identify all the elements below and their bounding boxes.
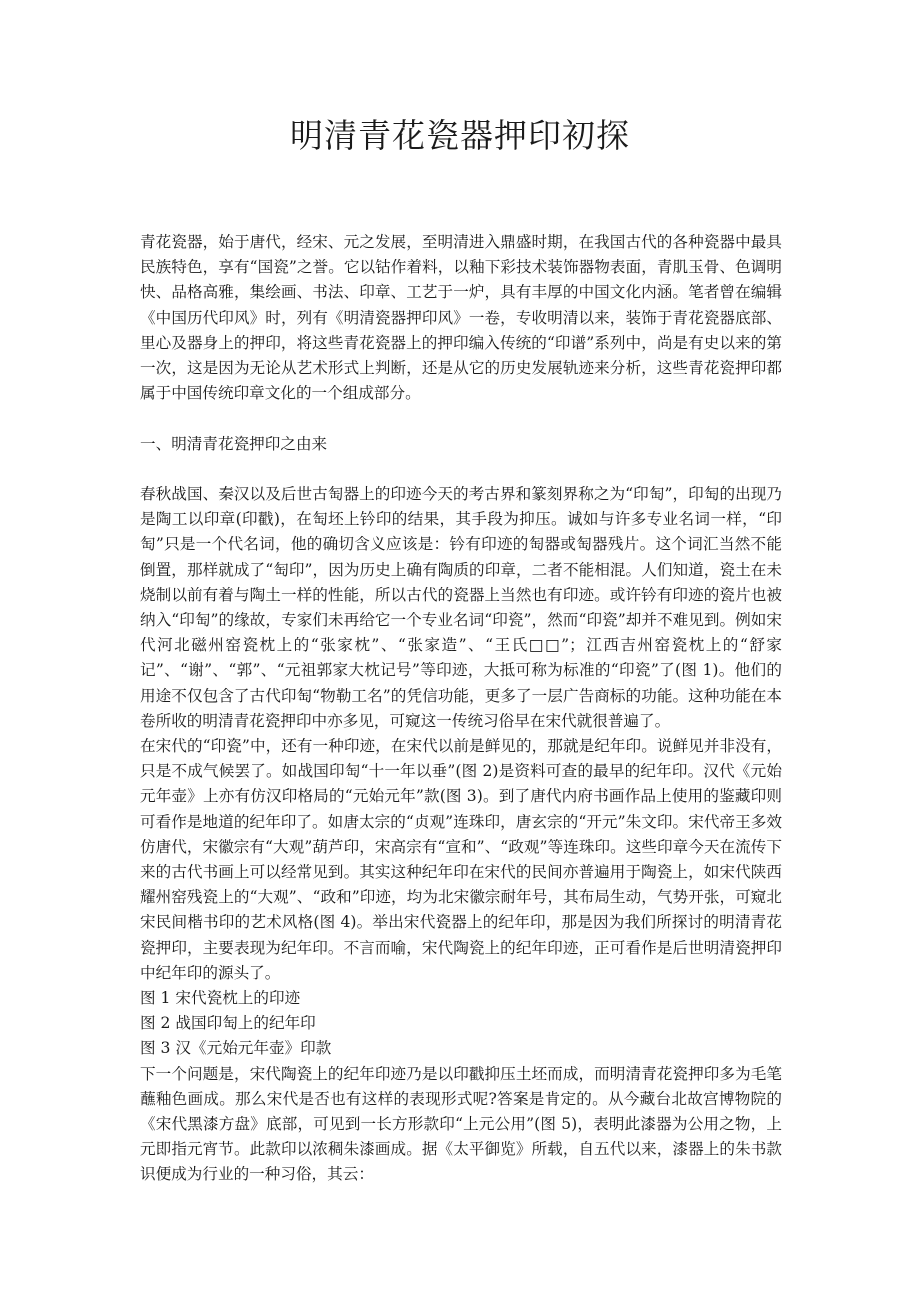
document-title: 明清青花瓷器押印初探 [290, 116, 630, 155]
body-paragraph-1: 春秋战国、秦汉以及后世古匋器上的印迹今天的考古界和篆刻界称之为“印匋”，印匋的出现乃是陶工以印章(印戳)，在匋坯上钤印的结果，其手段为抑压。诚如与许多专业名词一样，“印匋”只是一个代名词，他的确切含义应该是：钤有印迹的匋器或匋器残片。这个词汇当然不能倒置，那样就成了“匋印”，因为历史上确有陶质的印章，二者不能相混。人们知道，瓷土在未烧制以前有着与陶土一样的性能，所以古代的瓷器上当然也有印迹。或许钤有印迹的瓷片也被纳入“印匋”的缘故，专家们未再给它一个专业名词“印瓷”，然而“印瓷”却并不难见到。例如宋代河北磁州窑瓷枕上的“张家枕”、“张家造”、“王氏□□”；江西吉州窑瓷枕上的“舒家记”、“谢”、“郭”、“元祖郭家大枕记号”等印迹，大抵可称为标准的“印瓷”了(图 1)。他们的用途不仅包含了古代印匋“物勒工名”的凭信功能，更多了一层广告商标的功能。这种功能在本卷所收的明清青花瓷押印中亦多见，可窥这一传统习俗早在宋代就很普遍了。 [140, 485, 782, 730]
section-heading: 一、明清青花瓷押印之由来 [140, 434, 328, 453]
figure-caption-3: 图 3 汉《元始元年壶》印款 [140, 1039, 332, 1058]
spacer [140, 406, 782, 431]
figure-caption-1: 图 1 宋代瓷枕上的印迹 [140, 989, 301, 1008]
figure-caption-2: 图 2 战国印匋上的纪年印 [140, 1014, 316, 1033]
body-paragraph-3: 下一个问题是，宋代陶瓷上的纪年印迹乃是以印戳抑压土坯而成，而明清青花瓷押印多为毛笔蘸釉色画成。那么宋代是否也有这样的表现形式呢?答案是肯定的。从今藏台北故宫博物院的《宋代黑漆方盘》底部，可见到一长方形款印“上元公用”(图 5)，表明此漆器为公用之物，上元即指元宵节。此款印以浓稠朱漆画成。据《太平御览》所载，自五代以来，漆器上的朱书款识便成为行业的一种习俗，其云： [140, 1064, 782, 1184]
document-body [140, 230, 782, 1188]
body-paragraph-2: 在宋代的“印瓷”中，还有一种印迹，在宋代以前是鲜见的，那就是纪年印。说鲜见并非没有，只是不成气候罢了。如战国印匋“十一年以垂”(图 2)是资料可查的最早的纪年印。汉代《元始元年壶》上亦有仿汉印格局的“元始元年”款(图 3)。到了唐代内府书画作品上使用的鉴藏印则可看作是地道的纪年印了。如唐太宗的“贞观”连珠印，唐玄宗的“开元”朱文印。宋代帝王多效仿唐代，宋徽宗有“大观”葫芦印，宋高宗有“宣和”、“政观”等连珠印。这些印章今天在流传下来的古代书画上可以经常见到。其实这种纪年印在宋代的民间亦普遍用于陶瓷上，如宋代陕西耀州窑残瓷上的“大观”、“政和”印迹，均为北宋徽宗耐年号，其布局生动，气势开张，可窥北宋民间楷书印的艺术风格(图 4)。举出宋代瓷器上的纪年印，那是因为我们所探讨的明清青花瓷押印，主要表现为纪年印。不言而喻，宋代陶瓷上的纪年印迹，正可看作是后世明清瓷押印中纪年印的源头了。 [140, 737, 782, 982]
intro-paragraph: 青花瓷器，始于唐代，经宋、元之发展，至明清进入鼎盛时期，在我国古代的各种瓷器中最具民族特色，享有“国瓷”之誉。它以钴作着料，以釉下彩技术装饰器物表面，青肌玉骨、色调明快、品格高雅，集绘画、书法、印章、工艺于一炉，具有丰厚的中国文化内涵。笔者曾在编辑《中国历代印风》时，列有《明清瓷器押印风》一卷，专收明清以来，装饰于青花瓷器底部、里心及器身上的押印，将这些青花瓷器上的押印编入传统的“印谱”系列中，尚是有史以来的第一次，这是因为无论从艺术形式上判断，还是从它的历史发展轨迹来分析，这些青花瓷押印都属于中国传统印章文化的一个组成部分。 [140, 233, 782, 403]
spacer [140, 457, 782, 482]
